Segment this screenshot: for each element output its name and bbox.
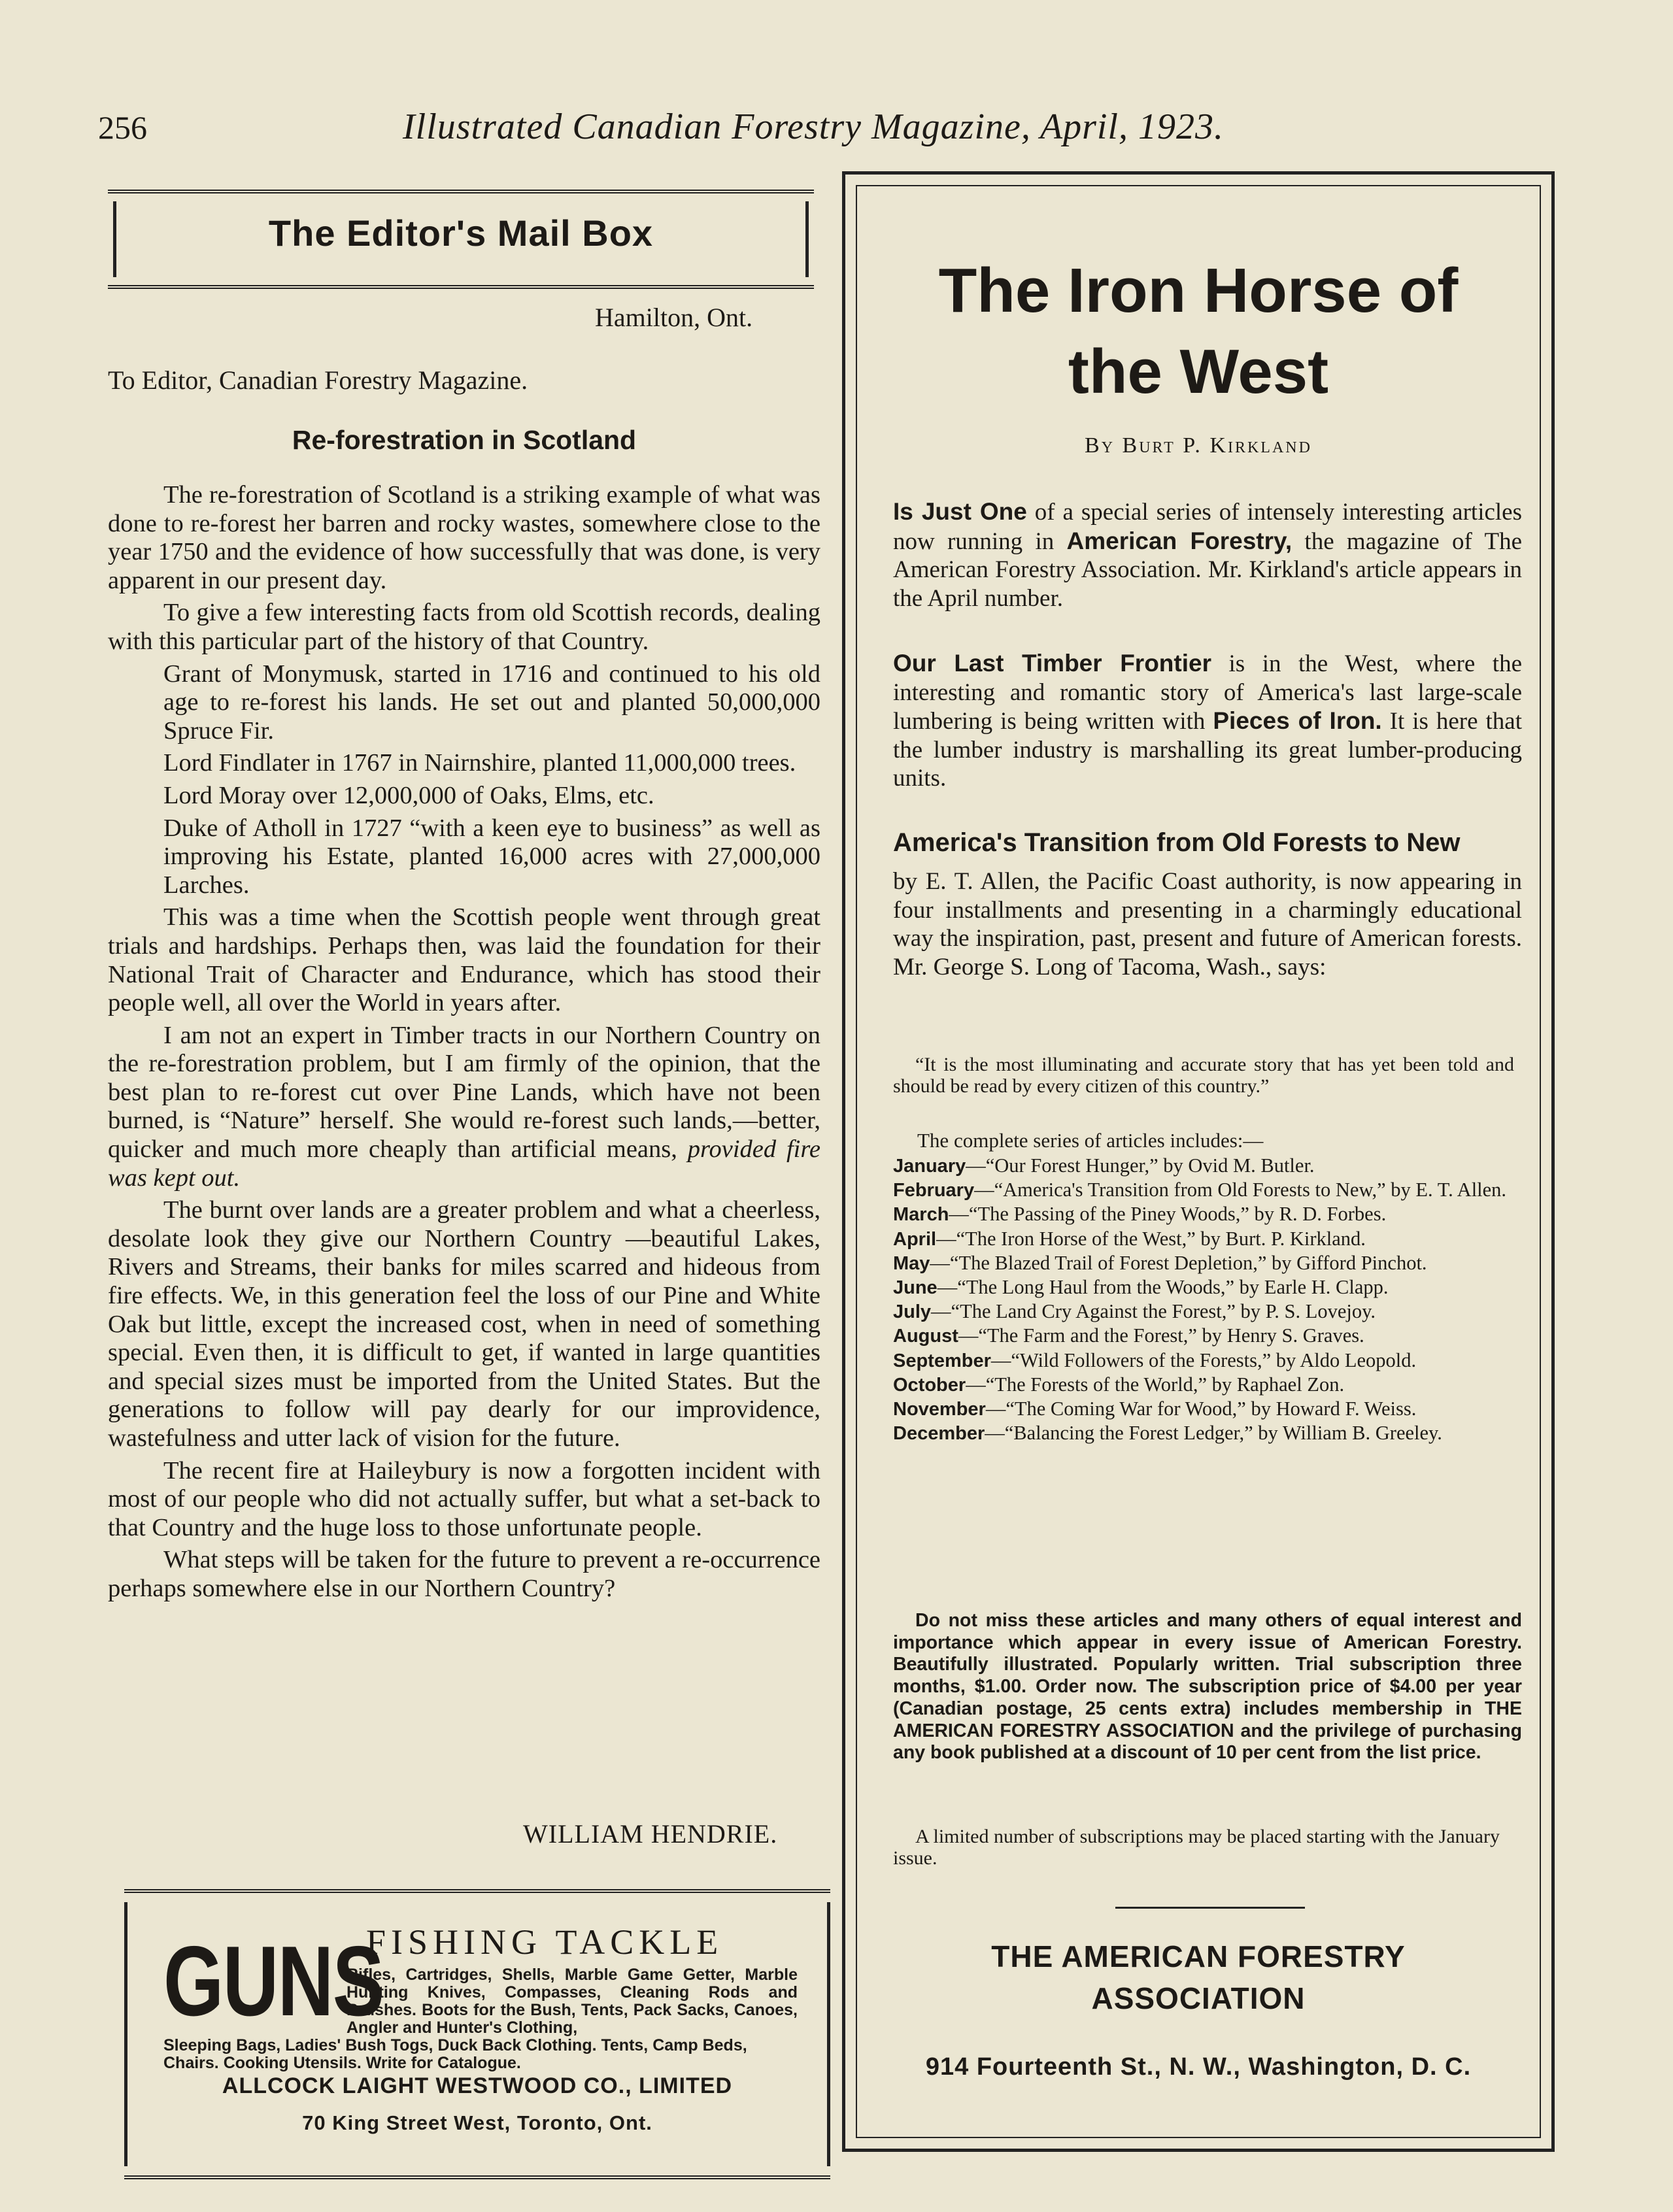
paragraph: The burnt over lands are a greater problem and what a cheerless, desolate look they give our Northern Country —beautiful Lakes, Rivers and Streams, their banks for miles scarred and hideous from fire effects. We, in this generation feel the loss of our Pine and White Oak but little, except the increased cost, when in need of something special. Even then, it is difficult to get, if wanted in large quantities and special sizes must be imported from the United States. But the generations to follow will pay dearly for our improvidence, wastefulness and utter lack of vision for the future. xyxy=(108,1196,820,1452)
title-line: The Iron Horse of xyxy=(938,256,1459,326)
letter-salutation: To Editor, Canadian Forestry Magazine. xyxy=(108,365,528,395)
paragraph: Lord Findlater in 1767 in Nairnshire, planted 11,000,000 trees. xyxy=(163,749,796,777)
series-month: September xyxy=(893,1350,991,1371)
page-header xyxy=(98,103,1504,156)
series-text: —“The Farm and the Forest,” by Henry S. Graves. xyxy=(958,1324,1364,1347)
running-title: Illustrated Canadian Forestry Magazine, April, 1923. xyxy=(403,107,1224,147)
italic-phrase: provided fire was kept out. xyxy=(108,1135,820,1192)
bold-phrase: Pieces of Iron. xyxy=(1213,707,1382,734)
series-text: —“The Long Haul from the Woods,” by Earle H. Clapp. xyxy=(937,1276,1389,1299)
series-item xyxy=(893,1155,1522,1177)
american-forestry-advertisement xyxy=(842,171,1555,2152)
series-month: August xyxy=(893,1326,958,1347)
series-text: —“The Land Cry Against the Forest,” by P. S. Lovejoy. xyxy=(931,1300,1376,1323)
feature-paragraph: by E. T. Allen, the Pacific Coast authority, is now appearing in four installments and presenting in a charmingly educational way the inspiration, past, present and future of American forests. Mr. George S. Long of Tacoma, Wash., says: xyxy=(893,868,1522,980)
title-line: the West xyxy=(1068,337,1329,407)
series-month: October xyxy=(893,1374,966,1396)
testimonial-quote: “It is the most illuminating and accurate story that has yet been told and should be read by every citizen of this country.” xyxy=(893,1054,1514,1097)
series-month: March xyxy=(893,1204,949,1226)
association-address: 914 Fourteenth St., N. W., Washington, D. C. xyxy=(925,2053,1472,2081)
series-text: —“The Forests of the World,” by Raphael Zon. xyxy=(966,1373,1345,1396)
series-month: May xyxy=(893,1252,930,1274)
lead-phrase: Our Last Timber Frontier xyxy=(893,650,1211,677)
bold-phrase: American Forestry, xyxy=(1066,527,1293,554)
subscription-offer: Do not miss these articles and many others of equal interest and importance which appear in every issue of American Forestry. Beautifully illustrated. Popularly written. Trial subscription three months, $1.00. Order now. The subscription price of $4.00 per year (Canadian postage, 25 cents extra) includes membership in THE AMERICAN FORESTRY ASSOCIATION and the privilege of purchasing any book published at a discount of 10 per cent from the list price. xyxy=(893,1610,1522,1764)
letter-body xyxy=(108,481,820,1607)
series-item xyxy=(893,1301,1522,1323)
paragraph-text: It is here that the lumber industry is marshalling its great lumber-producing units. xyxy=(893,708,1522,792)
series-month: January xyxy=(893,1156,966,1177)
ad-company-name: ALLCOCK LAIGHT WESTWOOD CO., LIMITED xyxy=(222,2073,733,2098)
paragraph: Grant of Monymusk, started in 1716 and continued to his old age to re-forest his lands. He set out and planted 50,000,000 Spruce Fir. xyxy=(163,660,820,745)
ad-company-address: 70 King Street West, Toronto, Ont. xyxy=(302,2111,652,2134)
series-item xyxy=(893,1422,1522,1445)
series-item xyxy=(893,1203,1522,1226)
paragraph: To give a few interesting facts from old Scottish records, dealing with this particular part of the history of that Country. xyxy=(108,599,820,655)
feature-byline: By Burt P. Kirkland xyxy=(1085,433,1312,458)
series-text: —“Balancing the Forest Ledger,” by William B. Greeley. xyxy=(985,1422,1442,1445)
series-item xyxy=(893,1374,1522,1396)
series-month: April xyxy=(893,1228,937,1250)
feature-paragraph xyxy=(893,649,1522,793)
series-text: —“America's Transition from Old Forests to New,” by E. T. Allen. xyxy=(974,1179,1507,1201)
series-text: —“The Blazed Trail of Forest Depletion,” by Gifford Pinchot. xyxy=(930,1251,1427,1274)
paragraph-text: is in the West, where the interesting and romantic story of America's last large-scale lumbering is being written with xyxy=(893,650,1522,735)
paragraph: What steps will be taken for the future to prevent a re-occurrence perhaps somewhere else in our Northern Country? xyxy=(108,1546,820,1602)
paragraph: Lord Moray over 12,000,000 of Oaks, Elms, etc. xyxy=(163,781,654,809)
series-text: —“Our Forest Hunger,” by Ovid M. Butler. xyxy=(966,1154,1315,1177)
paragraph-text: the magazine of The American Forestry Association. Mr. Kirkland's article appears in the April number. xyxy=(893,528,1522,612)
paragraph: Duke of Atholl in 1727 “with a keen eye to business” as well as improving his Estate, planted 16,000 acres with 27,000,000 Larches. xyxy=(163,814,820,899)
series-month: June xyxy=(893,1277,938,1299)
paragraph-text: of a special series of intensely interesting articles now running in xyxy=(893,499,1522,555)
series-item xyxy=(893,1277,1522,1299)
series-intro: The complete series of articles includes:— xyxy=(917,1129,1264,1152)
ad-fishing-heading: FISHING TACKLE xyxy=(366,1922,724,1962)
paragraph xyxy=(108,1022,820,1193)
paragraph: The re-forestration of Scotland is a striking example of what was done to re-forest her barren and rocky wastes, somewhere close to the year 1750 and the evidence of how successfully that was done, is very apparent in our present day. xyxy=(108,481,820,594)
ad-item-list: Rifles, Cartridges, Shells, Marble Game Getter, Marble Hunting Knives, Compasses, Cleaning Rods and Brushes. Boots for the Bush, Tents, Pack Sacks, Canoes, Angler and Hunter's Clothing, xyxy=(346,1966,798,2037)
series-month: November xyxy=(893,1399,986,1420)
section-title: The Editor's Mail Box xyxy=(268,212,654,254)
series-item xyxy=(893,1228,1522,1250)
ad-item-list-continued: Sleeping Bags, Ladies' Bush Togs, Duck Back Clothing. Tents, Camp Beds, Chairs. Cooking Utensils. Write for Catalogue. xyxy=(163,2036,747,2072)
letter-subheading: Re-forestration in Scotland xyxy=(292,425,637,455)
feature-paragraph xyxy=(893,497,1522,612)
series-list xyxy=(893,1155,1522,1447)
letter-place: Hamilton, Ont. xyxy=(595,303,753,332)
guns-advertisement xyxy=(124,1889,830,2179)
series-month: July xyxy=(893,1301,932,1323)
series-item xyxy=(893,1179,1522,1201)
series-item xyxy=(893,1252,1522,1275)
series-text: —“Wild Followers of the Forests,” by Aldo Leopold. xyxy=(990,1349,1417,1371)
series-text: —“The Passing of the Piney Woods,” by R. D. Forbes. xyxy=(949,1203,1387,1226)
subscription-note: A limited number of subscriptions may be placed starting with the January issue. xyxy=(893,1826,1500,1869)
association-name-line: THE AMERICAN FORESTRY xyxy=(991,1939,1406,1973)
series-item xyxy=(893,1398,1522,1420)
series-item xyxy=(893,1350,1522,1372)
series-text: —“The Iron Horse of the West,” by Burt. P. Kirkland. xyxy=(936,1227,1366,1250)
association-name xyxy=(857,1936,1540,2019)
series-month: February xyxy=(893,1180,975,1201)
lead-phrase: Is Just One xyxy=(893,498,1027,525)
feature-title xyxy=(857,250,1540,412)
ad-guns-wordmark: GUNS xyxy=(163,1926,384,2037)
series-item xyxy=(893,1325,1522,1347)
association-name-line: ASSOCIATION xyxy=(1091,1981,1306,2015)
editor-mailbox-heading-box xyxy=(108,190,814,289)
paragraph: The recent fire at Haileybury is now a forgotten incident with most of our people who did not actually suffer, but what a set-back to that Country and the huge loss to those unfortunate people. xyxy=(108,1456,820,1541)
paragraph-text: I am not an expert in Timber tracts in our Northern Country on the re-forestration problem, but I am firmly of the opinion, that the best plan to re-forest cut over Pine Lands, which have not been burned, is “Nature” herself. She would re-forest such lands,—better, quicker and much more cheaply than artificial means, xyxy=(108,1021,820,1164)
letter-signature: WILLIAM HENDRIE. xyxy=(523,1819,778,1849)
divider xyxy=(1115,1907,1305,1909)
inner-frame xyxy=(856,185,1541,2138)
series-month: December xyxy=(893,1423,985,1445)
feature-subheading: America's Transition from Old Forests to New xyxy=(893,828,1461,857)
series-text: —“The Coming War for Wood,” by Howard F. Weiss. xyxy=(985,1398,1417,1420)
page-number: 256 xyxy=(98,109,147,146)
paragraph: This was a time when the Scottish people went through great trials and hardships. Perhaps then, was laid the foundation for their National Trait of Character and Endurance, which has stood their people well, all over the World in years after. xyxy=(108,903,820,1017)
